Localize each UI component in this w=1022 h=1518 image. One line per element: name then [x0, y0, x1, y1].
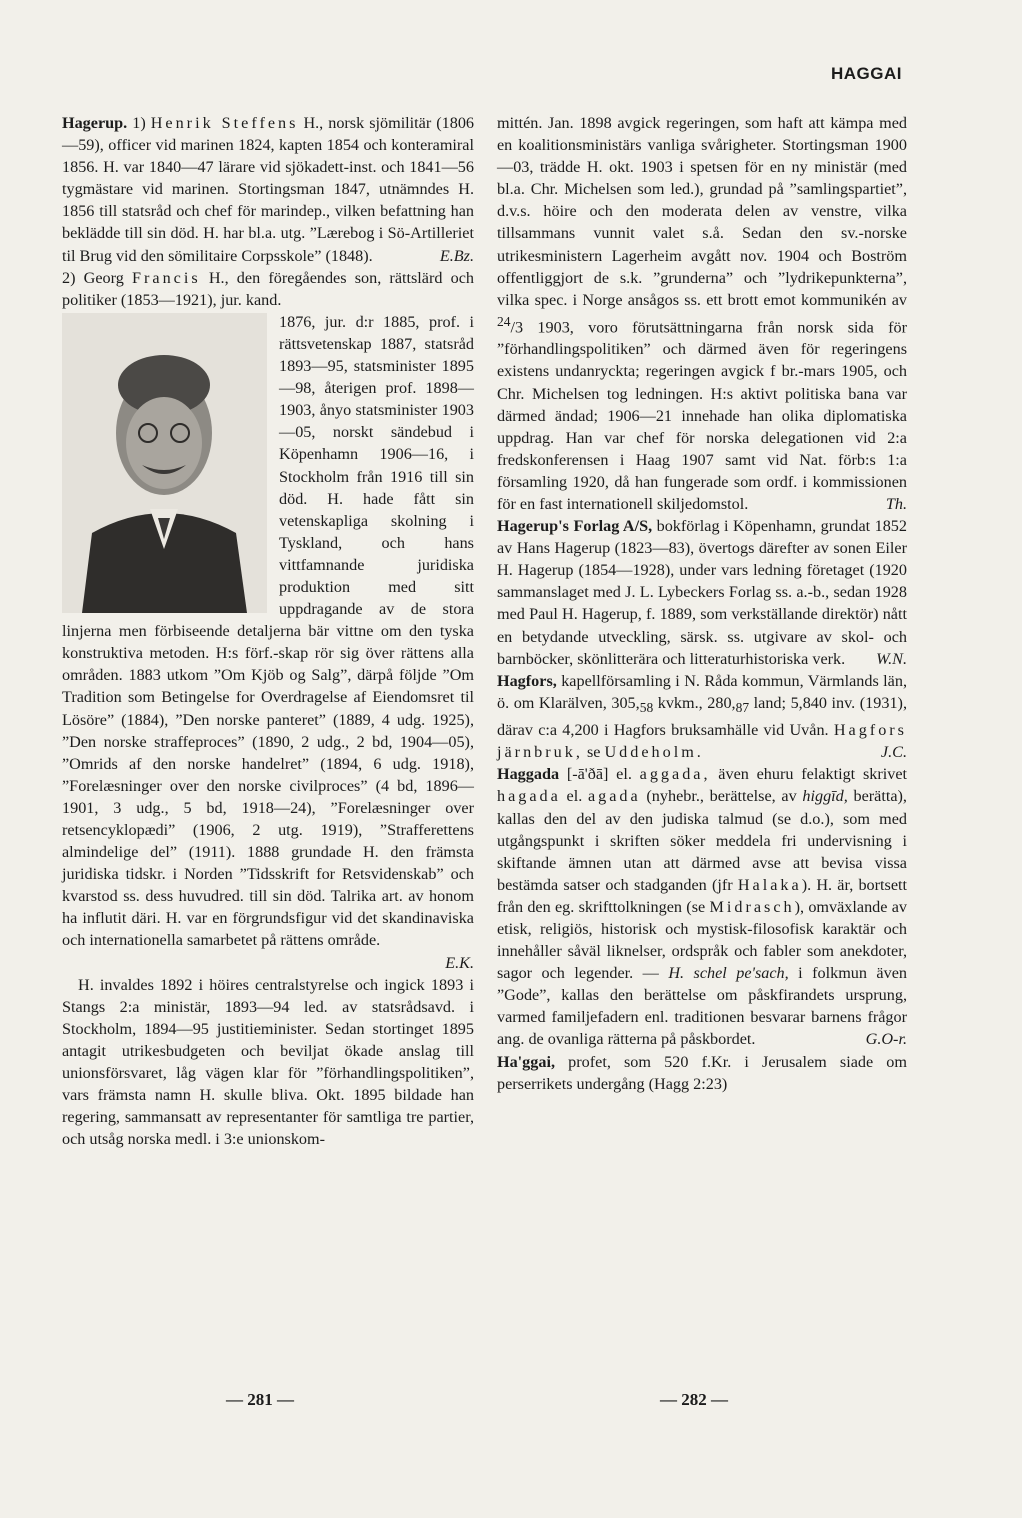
- headword-haggada: Haggada: [497, 765, 560, 784]
- author-signature-gor: G.O-r.: [865, 1030, 907, 1049]
- left-column: [62, 112, 474, 1150]
- haggada-text-b: även ehuru felaktigt skrivet: [710, 765, 907, 784]
- right-column: [497, 112, 907, 1095]
- entry-hagerups-forlag: [497, 515, 907, 670]
- date-superscript: 24: [497, 313, 511, 329]
- haggada-text-a: [-ā'ðā] el.: [559, 765, 640, 784]
- name-henrik-steffens: Henrik Steffens: [150, 114, 299, 132]
- haggada-ref-halaka: Halaka: [737, 875, 802, 894]
- haggada-italic-higgid: higgīd,: [802, 787, 848, 806]
- date-subscript: /3: [510, 318, 524, 337]
- author-signature-jc: J.C.: [880, 743, 907, 762]
- entry-hagerup-georg: [62, 267, 474, 311]
- hagfors-subscript-a: 58: [639, 700, 654, 716]
- haggada-variant-agada: agada: [587, 787, 641, 806]
- hagfors-text-d: se: [582, 743, 605, 762]
- running-head: HAGGAI: [831, 64, 902, 83]
- hagfors-text-a: kapellförsamling i N. Råda kommun, Värmlands län, ö. om Klarälven, 305,: [497, 671, 907, 712]
- haggada-text-c: el.: [560, 787, 588, 806]
- headword-hagerups-forlag: Hagerup's Forlag A/S,: [497, 517, 653, 536]
- haggada-variant-aggada: aggada,: [639, 765, 711, 784]
- entry-text-henrik: H., norsk sjömilitär (1806—59), officer vid marinen 1824, kapten 1854 och konteramiral 1856. H. var 1840—47 lärare vid sjökadett-inst. och 1841—56 tygmästare vid marinen. Stortingsman 1847, utnämndes H. 1856 till statsråd och chef för marindep., vilken befattning han beklädde till sin död. H. har bl.a. utg. ”Lærebog i Sö-Artilleriet til Brug vid den sömilitaire Corpsskole” (1848).: [62, 114, 475, 265]
- entry-haggada: [497, 763, 907, 1050]
- entry-text-georg-c: H. invaldes 1892 i höires centralstyrelse och ingick 1893 i Stangs 2:a ministär, 1893—94 led. av statsrådsavd. i Stockholm, 1894—95 justitieminister. Sedan stortinget 1895 antagit utrikesbudgeten och beviljat ökade anslag till unionsförsvaret, låg vägen klar för ”förhandlingspolitiken”, vars främsta namn H. skulle bliva. Okt. 1895 bildade han regering, sammansatt av representanter för samtliga tre partier, och utsåg norska medl. i 3:e unionskom-: [62, 975, 474, 1149]
- entry-hagerup-continuation: [497, 112, 907, 515]
- entry-text-georg-a: H., den föregåendes son, rättslärd och politiker (1853—1921), jur. kand.: [62, 268, 475, 309]
- author-signature-ebz: E.Bz.: [439, 246, 474, 265]
- page-number-left: — 281 —: [226, 1390, 294, 1409]
- portrait-figure: [62, 313, 267, 613]
- haggai-text: profet, som 520 f.Kr. i Jerusalem siade om perserrikets undergång (Hagg 2:23): [497, 1052, 907, 1093]
- name-francis: Francis: [132, 268, 201, 287]
- author-signature-wn: W.N.: [876, 649, 907, 668]
- haggada-text-h: i folkmun även ”Gode”, kallas den berättelse om påskfirandets ursprung, varmed familjefadern enl. traditionen besvarar barnens frågor ang. de ovanliga rätterna på påskbordet.: [497, 964, 907, 1049]
- haggada-text-d: (nyhebr., berättelse, av: [640, 787, 803, 806]
- entry-hagerup-henrik: [62, 112, 474, 267]
- headword-hagfors: Hagfors,: [497, 671, 557, 690]
- forlag-text: bokförlag i Köpenhamn, grundat 1852 av Hans Hagerup (1823—83), övertogs därefter av sonen Eiler H. Hagerup (1854—1928), under vars ledning företaget (1920 sammanslaget med J. L. Lybeckers Forlag ss. a.-b., sedan 1928 med Paul H. Hagerup, f. 1889, som verkställande direktör) nått en betydande utveckling, särsk. ss. utgivare av skol- och barnböcker, skönlitterära och litteraturhistoriska verk.: [497, 517, 907, 668]
- hagfors-uddeholm-ref: Uddeholm.: [604, 743, 704, 762]
- entry-hagfors: [497, 670, 907, 764]
- haggada-text-e: berätta), kallas den del av den judiska talmud (se d.o.), som med utgångspunkt i skriften söker meddela fri undervisning i skiftande ämnen utan att därmed avse att bevisa vissa bestämda satser och stadganden (jfr: [497, 787, 907, 894]
- entry-number-1: 1): [132, 114, 146, 132]
- continuation-text-a: mittén. Jan. 1898 avgick regeringen, som haft att kämpa med en koalitionsministärs vanliga svårigheter. Stortingsman 1900—03, trädde H. okt. 1903 i spetsen för en ny ministär (med bl.a. Chr. Michelsen som led.), grundad på ”samlingspartiet”, d.v.s. höire och den moderata delen av venstre, vilka tillsammans vunnit valet s.å. Sedan den sv.-norske utrikesministern Lagerheim avgått nov. 1904 och Boström offentliggjort de s.k. ”grunderna” och ”lydrikepunkterna”, vilka spec. i Norge ansågos ss. ett brott emot kommunikén av: [497, 114, 907, 309]
- continuation-text-b: 1903, voro förutsättningarna från norsk sida för ”förhandlingspolitiken” och därmed även för regeringens existens undanryckta; regeringen avgick f br.-mars 1905, och Chr. Michelsen tog ledningen. H:s aktivt politiska bana var därmed ändad; 1906—21 innehade han olika diplomatiska uppdrag. Han var chef för norska delegationen vid 2:a fredskonferensen i Haag 1907 samt vid Nat. förb:s 1:a församling 1920, då han fungerade som ordf. i kommissionen för en fast internationell skiljedomstol.: [497, 318, 907, 513]
- haggada-italic-pesach: H. schel pe'sach,: [668, 964, 789, 983]
- author-signature-ek: E.K.: [445, 953, 474, 972]
- hagfors-jarnbruk: Hagfors järnbruk,: [497, 721, 907, 762]
- entry-text-georg-b: 1876, jur. d:r 1885, prof. i rättsvetenskap 1887, statsråd 1893—95, statsminister 1895—98, återigen prof. 1898—1903, ånyo statsminister 1903—05, norskt sändebud i Köpenhamn 1906—16, i Stockholm från 1916 till sin död. H. hade fått sin vetenskapliga skolning i Tyskland, och hans vittfamnande juridiska produktion med sitt uppdragande av de stora linjerna men förbiseende detaljerna bär vittne om den tyska konstruktiva metoden. H:s förf.-skap rör sig över rättens alla områden. 1883 utkom ”Om Kjöb og Salg”, därpå följde ”Om Tradition som Betingelse for Overdragelse af Eiendomsret til Lösöre” (1884), ”Den norske panteret” (1889, 4 udg. 1925), ”Den norske straffeproces” (1890, 2 udg., 2 bd, 1904—05), ”Omrids af den norske handelret” (1894, 6 udg. 1918), ”Forelæsninger over den norske civilproces” (4 bd, 1896—1901, 3 udg., 5 bd, 1918—24), ”Forelæsninger over retsencyklopædi” (1906, 2 utg. 1919), ”Strafferettens almindelige del” (1911). 1888 grundade H. den främsta juridiska tidskr. i Norden ”Tidsskrift for Retsvidenskab” och kvarstod ss. dess huvudred. till sin död. Talrika art. av honom ha influtit däri. H. var en förgrundsfigur vid det skandinaviska och internationella samarbetet på rättens område.: [62, 312, 474, 950]
- haggada-text-f: ). H. är, bortsett från den eg. skrifttolkningen (se: [497, 875, 908, 916]
- portrait-image: [62, 313, 267, 613]
- entry-haggai: [497, 1051, 907, 1095]
- entry-number-2: 2) Georg: [62, 268, 124, 287]
- author-signature-th: Th.: [885, 494, 907, 513]
- haggada-variant-hagada: hagada: [497, 787, 561, 806]
- hagfors-text-b: kvkm., 280,: [653, 693, 736, 712]
- page-number-right: — 282 —: [660, 1390, 728, 1409]
- haggada-ref-midrasch: Midrasch: [709, 897, 795, 916]
- headword-haggai: Ha'ggai,: [497, 1052, 556, 1071]
- headword-hagerup: Hagerup.: [62, 114, 128, 132]
- hagfors-text-c: land; 5,840 inv. (1931), därav c:a 4,200 i Hagfors bruksamhälle vid Uvån.: [497, 693, 907, 740]
- hagfors-subscript-b: 87: [735, 700, 750, 716]
- haggada-text-g: ), omväxlande av etisk, religiös, historisk och mystisk-filosofisk karaktär och innehåller såväl liknelser, ordspråk och fabler som anekdoter, sagor och legender. —: [497, 897, 908, 983]
